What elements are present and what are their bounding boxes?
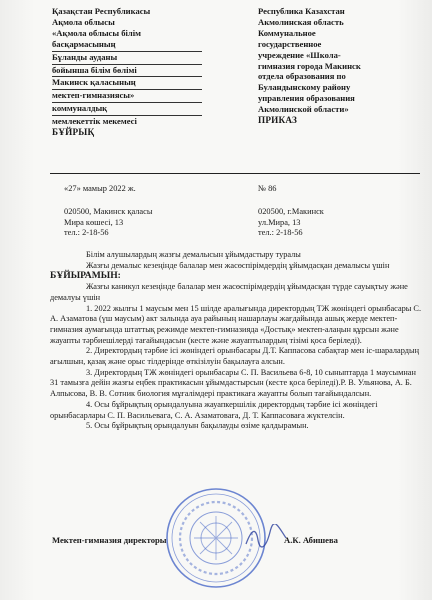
order-item: 3. Директордың ТЖ жөніндегі орынбасары С. П. Васильева 6-8, 10 сыныптарда 1 маусымнан 31 тамызға дейін жазғы еңбек практикасын ұйымдастырсын (кестe қоса беріледі).Р. В. Ульянова, А. Б. Алпысова, В. В. Сотник биология мұғалімдері практикаға жауапты болып тағайындалсын. [50,367,416,399]
address-city: 020500, г.Макинск [258,207,324,216]
header-line: бойынша білім бөлімі [52,65,202,78]
address-street: Мира көшесі, 13 [64,217,124,227]
order-item: 1. 2022 жылғы 1 маусым мен 15 шілде аралығында директордың ТЖ жөніндегі орынбасары С. А. Азаматова (үш маусым) акт залында ауа райының нашарлауы жағдайында ашық жерде мектеп-гимназия аумағында штаттық режимде мектеп-гимназияда «Достық» мектеп-алаңын құрсын және жауапты тәрбиешілерді тағайындасын (кестe және жауаптылардың тізімі қоса беріледі). [50,303,422,345]
handwritten-signature-icon [244,524,288,550]
order-body [50,250,422,432]
address-phone: тел.: 2-18-56 [258,228,303,238]
order-item: 2. Директордың тәрбие ісі жөніндегі орынбасары Д.Т. Каппасова сабақтар мен іс-шаралардың ағылшын, қазақ және орыс тілдерінде өткізілуін бақылауға алсын. [50,346,420,367]
address-street: ул.Мира, 13 [258,217,301,227]
header-line: Ақмола облысы [52,16,115,27]
header-line: Акмолинская область [258,16,344,27]
header-line: государственное [258,38,322,49]
header-divider [50,173,420,174]
header-line: гимназия города Макинск [258,60,361,71]
header-line: коммуналдық [52,103,202,116]
header-line: Бұланды ауданы [52,52,202,65]
header-line: управления образования [258,93,355,104]
order-item: 4. Осы бұйрықтың орындалуына жауапкершілік директордың тәрбие ісі жөніндегі орынбасарлары С. П. Васильевага, С. А. Азаматоваға, Д. Т. Каппасоваға жүктелсін. [50,399,378,420]
signature-name: А.К. Абишева [284,535,338,545]
order-item: 5. Осы бұйрықтың орындалуын бақылауды өзіме қалдырамын. [86,421,309,431]
header-line: Буландынскому району [258,82,351,93]
doc-type-kazakh: БҰЙРЫҚ [52,127,95,138]
header-line: Макинск қаласының [52,77,202,90]
header-line: мектеп-гимназиясы» [52,90,202,103]
header-line: басқармасының [52,39,202,52]
header-line: учреждение «Школа- [258,49,341,60]
header-line: Республика Казахстан [258,6,345,16]
order-intro: Жазғы демалыс кезеңінде балалар мен жасөспірімдердің ұйымдасқан демалысы үшін [86,260,390,270]
header-line: Коммунальное [258,27,316,38]
order-title: Білім алушылардың жазғы демалысын ұйымдастыру туралы [86,250,301,259]
address-phone: тел.: 2-18-56 [64,228,109,238]
header-kazakh [52,6,202,138]
header-line: мемлекеттік мекемесі [52,116,137,127]
order-number: № 86 [258,184,277,193]
address-block-russian [258,207,324,239]
header-line: отдела образования по [258,71,346,82]
header-line: Қазақстан Республикасы [52,6,151,16]
address-block-kazakh [64,207,153,239]
header-russian [258,6,423,126]
header-line: «Ақмола облысы білім [52,27,141,38]
header-line: Акмолинской области» [258,104,349,115]
address-city: 020500, Макинск қаласы [64,207,153,216]
doc-type-russian: ПРИКАЗ [258,115,298,126]
order-date: «27» мамыр 2022 ж. [64,184,136,193]
signature-position: Мектеп-гимназия директоры [52,535,167,545]
order-heading: БҰЙЫРАМЫН: [50,270,121,282]
order-preamble: Жазғы каникул кезеңінде балалар мен жасөспірімдердің ұйымдасқан түрде сауықтыу және демалуы үшін [50,282,408,302]
